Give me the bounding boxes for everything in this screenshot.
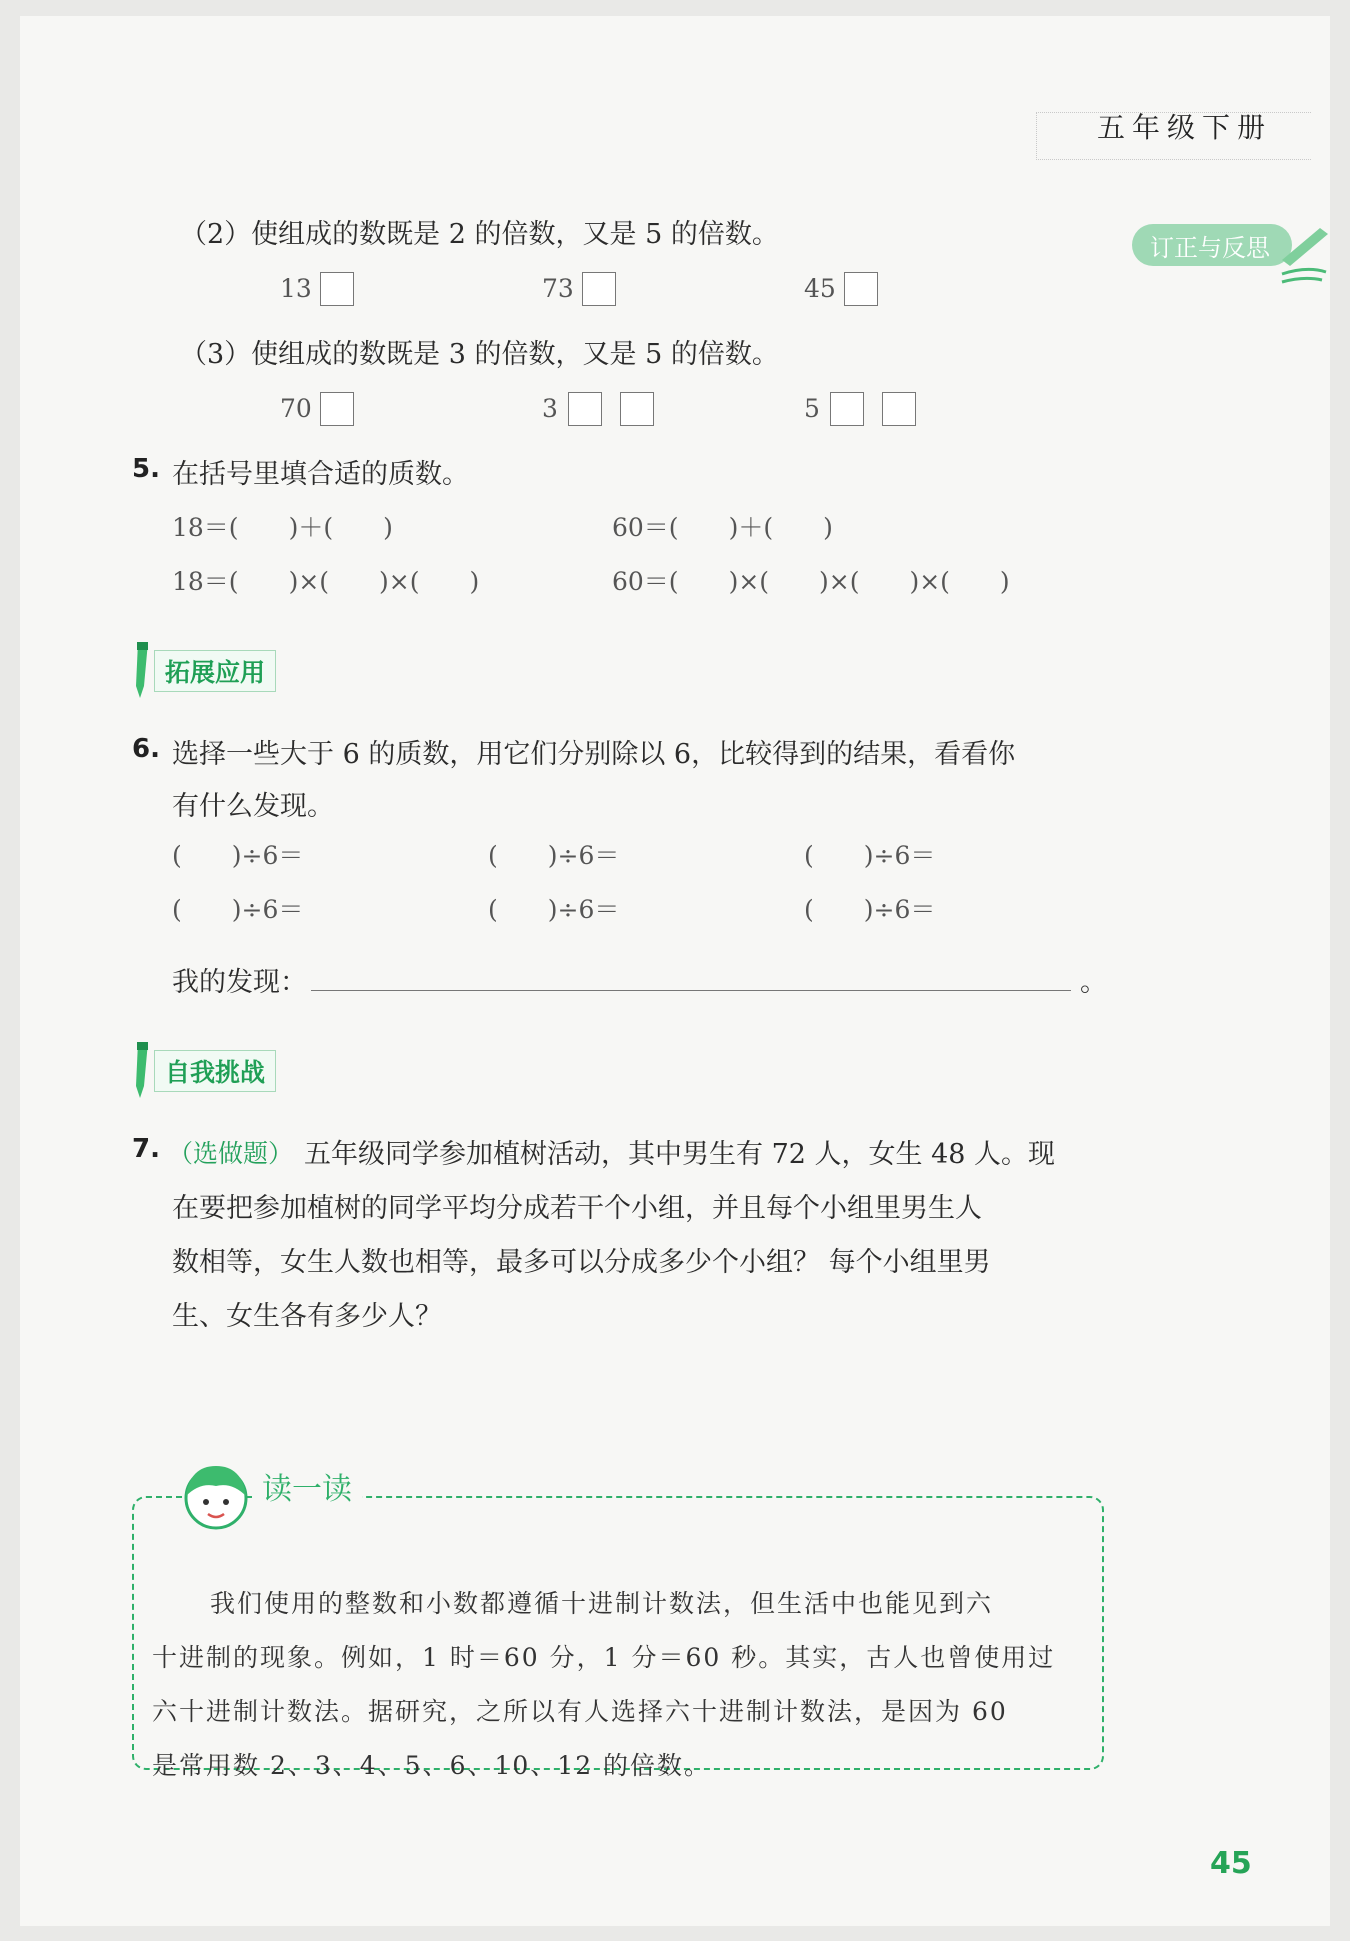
q4-part3-item-1: 70 bbox=[280, 394, 312, 423]
q7-line4: 生、女生各有多少人？ bbox=[172, 1301, 442, 1332]
reading-line-4: 是常用数 2、3、4、5、6、10、12 的倍数。 bbox=[152, 1751, 712, 1780]
pencil-icon bbox=[130, 638, 154, 702]
section-expand-heading bbox=[130, 648, 330, 688]
q6-blank[interactable]: ( )÷6＝ bbox=[804, 895, 936, 924]
reading-title: 读一读 bbox=[252, 1464, 362, 1508]
q7-number: 7. bbox=[132, 1134, 160, 1164]
page-number: 45 bbox=[1210, 1846, 1252, 1881]
digit-box[interactable] bbox=[320, 392, 354, 426]
grade-label: 五年级下册 bbox=[1097, 111, 1273, 144]
correction-tag-label: 订正与反思 bbox=[1150, 234, 1270, 262]
q6-blank[interactable]: ( )÷6＝ bbox=[804, 841, 936, 870]
digit-box[interactable] bbox=[620, 392, 654, 426]
q6-number: 6. bbox=[132, 734, 160, 764]
q4-part3-item-3: 5 bbox=[804, 394, 820, 423]
q4-part2-item-1: 13 bbox=[280, 274, 312, 303]
digit-box[interactable] bbox=[882, 392, 916, 426]
workbook-page bbox=[20, 16, 1330, 1926]
q7-line3: 数相等，女生人数也相等，最多可以分成多少个小组？ 每个小组里男 bbox=[172, 1247, 991, 1278]
q7-line2: 在要把参加植树的同学平均分成若干个小组，并且每个小组里男生人 bbox=[172, 1193, 982, 1224]
q4-part2-item-2: 73 bbox=[542, 274, 574, 303]
correction-tag bbox=[1132, 222, 1330, 268]
digit-box[interactable] bbox=[830, 392, 864, 426]
q6-text-line1: 选择一些大于 6 的质数，用它们分别除以 6，比较得到的结果，看看你 bbox=[172, 739, 1016, 770]
section-expand-label: 拓展应用 bbox=[154, 650, 276, 692]
q6-blank[interactable]: ( )÷6＝ bbox=[172, 895, 304, 924]
q5-line-3[interactable]: 18＝( )×( )×( ) bbox=[172, 567, 480, 596]
q5-line-2[interactable]: 60＝( )＋( ) bbox=[612, 513, 833, 542]
digit-box[interactable] bbox=[844, 272, 878, 306]
q6-blank[interactable]: ( )÷6＝ bbox=[488, 895, 620, 924]
q4-part2-item-3: 45 bbox=[804, 274, 836, 303]
q5-number: 5. bbox=[132, 454, 160, 484]
q4-part2-text: （2）使组成的数既是 2 的倍数，又是 5 的倍数。 bbox=[180, 219, 779, 250]
finding-answer-line[interactable] bbox=[311, 990, 1071, 991]
q4-part3-text: （3）使组成的数既是 3 的倍数，又是 5 的倍数。 bbox=[180, 339, 779, 370]
finding-label: 我的发现： bbox=[172, 967, 307, 998]
girl-face-icon bbox=[180, 1462, 252, 1534]
reading-line-1: 我们使用的整数和小数都遵循十进制计数法，但生活中也能见到六 bbox=[210, 1589, 994, 1618]
q6-text-line2: 有什么发现。 bbox=[172, 791, 334, 822]
q7-optional-tag: （选做题） bbox=[168, 1139, 294, 1168]
q7-line1: 五年级同学参加植树活动，其中男生有 72 人，女生 48 人。现 bbox=[304, 1139, 1056, 1170]
digit-box[interactable] bbox=[320, 272, 354, 306]
digit-box[interactable] bbox=[582, 272, 616, 306]
q5-line-4[interactable]: 60＝( )×( )×( )×( ) bbox=[612, 567, 1010, 596]
pencil-icon bbox=[130, 1038, 154, 1102]
finding-end: 。 bbox=[1080, 967, 1107, 998]
q5-text: 在括号里填合适的质数。 bbox=[172, 459, 469, 490]
section-challenge-heading bbox=[130, 1048, 330, 1088]
q4-part3-item-2: 3 bbox=[542, 394, 558, 423]
reading-box bbox=[132, 1496, 1104, 1770]
q6-blank[interactable]: ( )÷6＝ bbox=[488, 841, 620, 870]
q6-blank[interactable]: ( )÷6＝ bbox=[172, 841, 304, 870]
section-challenge-label: 自我挑战 bbox=[154, 1050, 276, 1092]
q5-line-1[interactable]: 18＝( )＋( ) bbox=[172, 513, 393, 542]
digit-box[interactable] bbox=[568, 392, 602, 426]
reading-line-3: 六十进制计数法。据研究，之所以有人选择六十进制计数法，是因为 60 bbox=[152, 1697, 1008, 1726]
reading-line-2: 十进制的现象。例如，1 时＝60 分，1 分＝60 秒。其实，古人也曾使用过 bbox=[152, 1643, 1056, 1672]
